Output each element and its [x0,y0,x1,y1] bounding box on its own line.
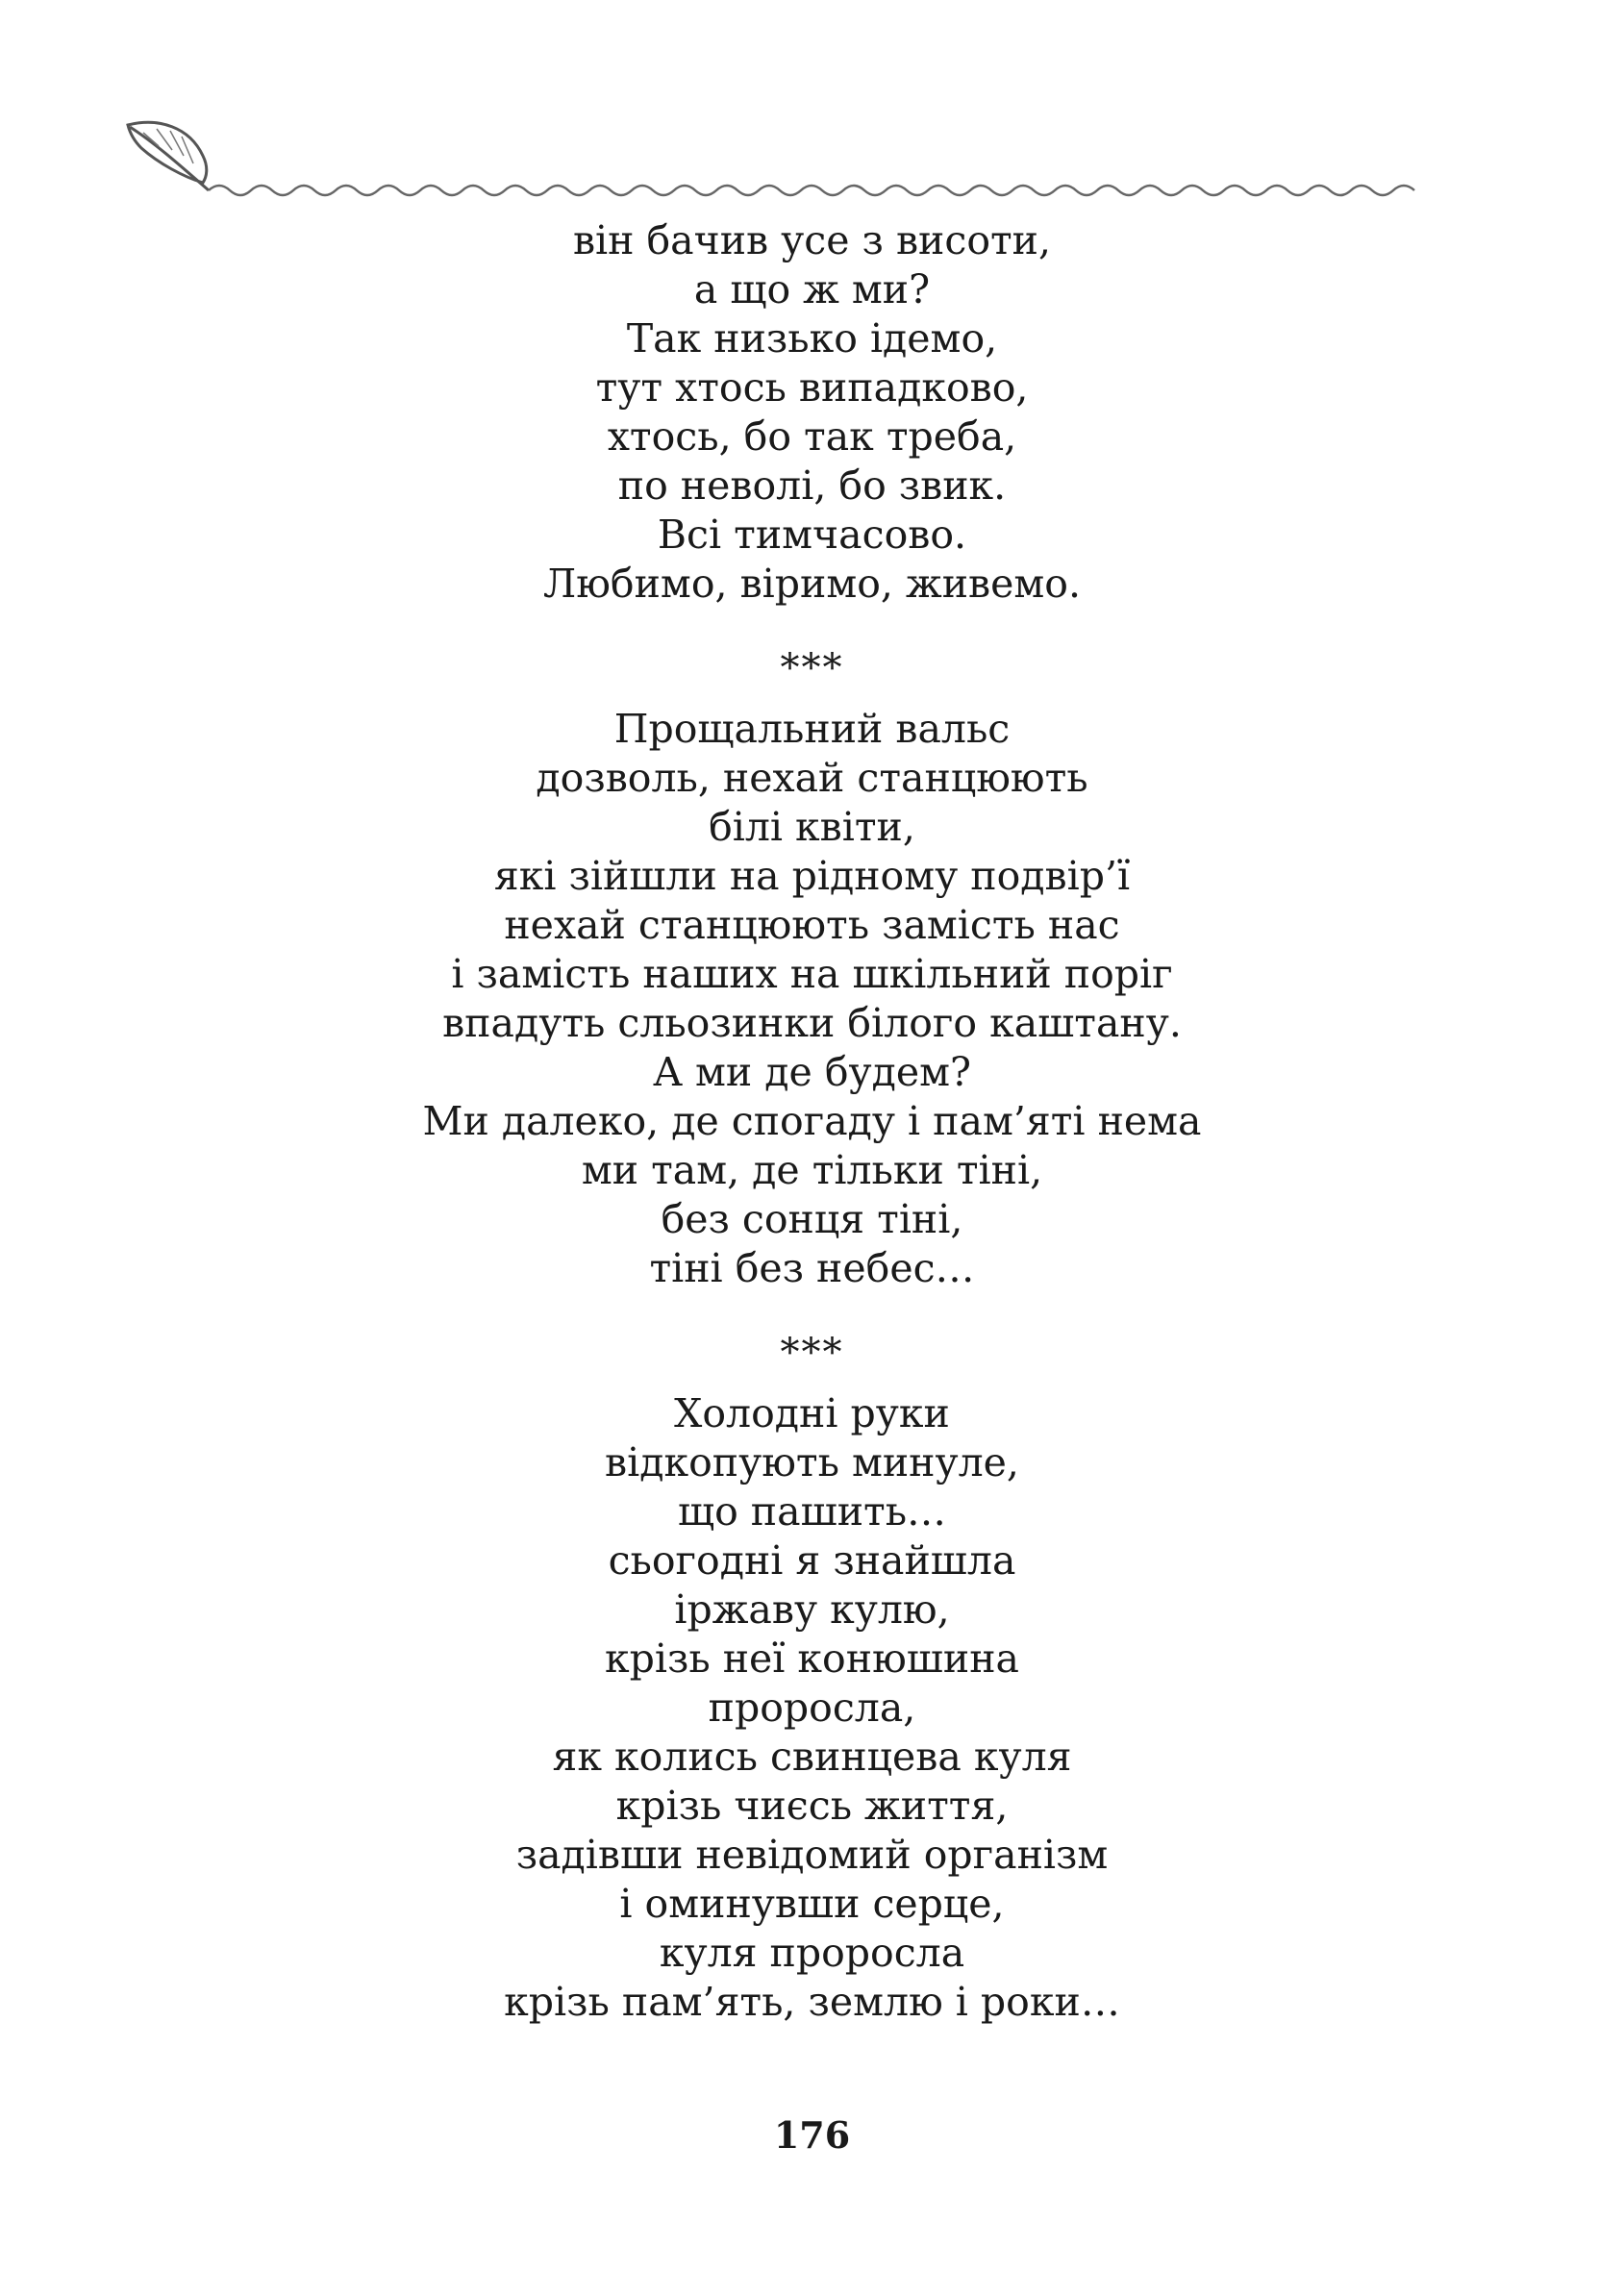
poem-line: білі квіти, [709,804,915,850]
poem-line: А ми де будем? [652,1049,972,1095]
poem-line: куля проросла [659,1930,965,1976]
poem-line: сьогодні я знайшла [608,1537,1016,1584]
page-number: 176 [773,2113,851,2157]
poem-line: впадуть сльозинки білого каштану. [442,1000,1182,1046]
poem-line: дозволь, нехай станцюють [536,755,1088,801]
poem-line: які зійшли на рідному подвір’ї [493,853,1131,899]
stanza-separator: *** [780,1331,844,1375]
poem-line: Всі тимчасово. [657,512,967,558]
poem-line: і оминувши серце, [619,1881,1005,1927]
poem-line: ми там, де тільки тіні, [581,1147,1043,1193]
poem-line: Любимо, віримо, живемо. [543,561,1081,607]
poem-line: крізь пам’ять, землю і роки… [504,1979,1120,2025]
poem-line: нехай станцюють замість нас [504,902,1120,948]
header-ornament [120,113,1428,200]
poem-line: відкопують минуле, [605,1439,1019,1486]
poem-line: по неволі, бо звик. [617,462,1007,509]
stanza-1 [0,216,1624,609]
poem-line: крізь чиєсь життя, [615,1783,1009,1829]
poem-line: як колись свинцева куля [552,1734,1072,1780]
stanza-2 [0,705,1624,1293]
poem-line: Так низько ідемо, [626,315,998,362]
poem-line: тіні без небес… [649,1245,975,1291]
stanza-3 [0,1389,1624,2027]
poem-line: крізь неї конюшина [605,1635,1019,1682]
feather-quill-icon [128,122,209,190]
poem-line: що пашить… [677,1488,947,1535]
poem-line: без сонця тіні, [661,1196,963,1242]
poem-line: Холодні руки [674,1390,950,1436]
stanza-separator: *** [780,646,844,690]
poem-line: він бачив усе з висоти, [572,217,1052,263]
poem-line: Ми далеко, де спогаду і пам’яті нема [422,1098,1202,1144]
poem-body [0,216,1624,2027]
poem-line: проросла, [708,1685,916,1731]
poem-line: і замість наших на шкільний поріг [451,951,1173,997]
poem-line: іржаву кулю, [674,1586,950,1633]
poem-line: хтось, бо так треба, [607,413,1017,460]
poem-line: а що ж ми? [693,266,931,312]
poem-line: тут хтось випадково, [595,364,1029,411]
poem-line: Прощальний вальс [613,706,1011,752]
poem-line: задівши невідомий організм [515,1832,1109,1878]
wavy-divider [209,186,1414,195]
